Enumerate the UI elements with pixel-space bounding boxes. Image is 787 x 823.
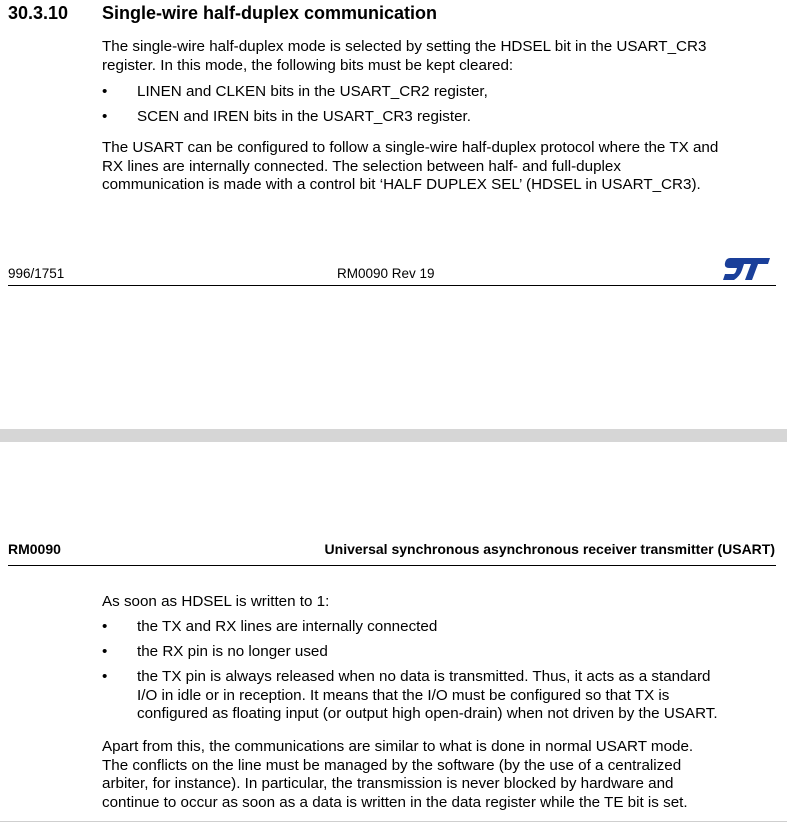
- footer-doc-ref: RM0090 Rev 19: [337, 266, 435, 281]
- bullet-icon: •: [102, 668, 108, 685]
- section-title: Single-wire half-duplex communication: [102, 3, 438, 23]
- body-paragraph: Apart from this, the communications are similar to what is done in normal USART mode. The conflicts on the line must be managed by the software (by the use of a centralized arbiter, for instance). In particular, the transmission is never blocked by hardware and continue to occur as soon as a data is written in the data register while the TE bit is set.: [102, 738, 694, 811]
- bullet-icon: •: [102, 83, 108, 100]
- footer-rule: [8, 285, 776, 286]
- bullet-icon: •: [102, 618, 108, 635]
- bullet-item: the TX pin is always released when no data is transmitted. Thus, it acts as a standard I/O in idle or in reception. It means that the I/O must be configured so that TX is configured as floating input (or output high open-drain) when not driven by the USART.: [137, 668, 718, 722]
- bullet-icon: •: [102, 108, 108, 125]
- bottom-edge: [0, 821, 787, 822]
- bullet-item: SCEN and IREN bits in the USART_CR3 register.: [137, 108, 471, 125]
- section-number: 30.3.10: [8, 3, 69, 23]
- bullet-item: LINEN and CLKEN bits in the USART_CR2 register,: [137, 83, 488, 100]
- bullet-icon: •: [102, 643, 108, 660]
- body-paragraph: The USART can be configured to follow a single-wire half-duplex protocol where the TX and RX lines are internally connected. The selection between half- and full-duplex communication is made with a control bit ‘HALF DUPLEX SEL’ (HDSEL in USART_CR3).: [102, 139, 719, 193]
- bullet-item: the TX and RX lines are internally connected: [137, 618, 438, 635]
- bullet-item: the RX pin is no longer used: [137, 643, 328, 660]
- header-rule: [8, 565, 776, 566]
- intro-paragraph: As soon as HDSEL is written to 1:: [102, 593, 330, 610]
- st-logo-icon: [722, 256, 772, 282]
- header-doc-id: RM0090: [8, 541, 61, 557]
- header-chapter-title: Universal synchronous asynchronous receiver transmitter (USART): [324, 541, 775, 557]
- footer-page-number: 996/1751: [8, 266, 65, 281]
- intro-paragraph: The single-wire half-duplex mode is selected by setting the HDSEL bit in the USART_CR3 register. In this mode, the following bits must be kept cleared:: [102, 38, 707, 74]
- page-separator: [0, 429, 787, 442]
